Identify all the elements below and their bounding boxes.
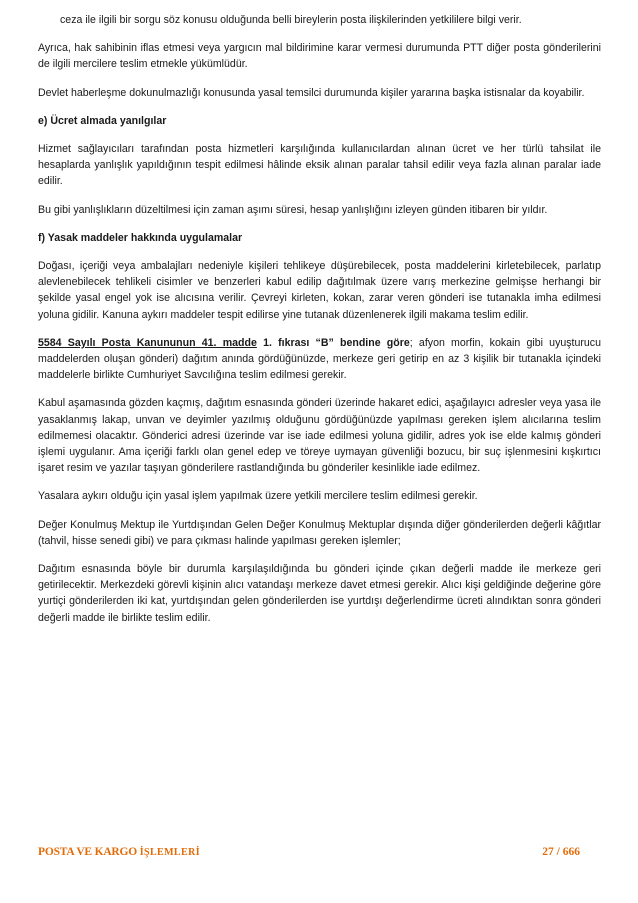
paragraph-offensive-addresses: Kabul aşamasında gözden kaçmış, dağıtım esnasında gönderi üzerinde hakaret edici, aşağılayıcı adresler veya yasa ile yasaklanmış lakap, unvan ve deyimler yazılmış olduğunu gördüğünüzde yapılması gereken işlem alıcılarına teslim edilmemesi olacaktır. Gönderici adresi üzerinde var ise iade edilmesi yoluna gidilir, adres yok ise elde kalmış gönderi işlemi uygulanır. Ama içeriği farklı olan genel edep ve töreye uymayan güvenliği bozucu, bir suç işlenmesini kışkırtıcı işaret resim ve yazılar taşıyan gönderilere rastlandığında bu gönderiler kesinlikle iade edilmez. bbox=[38, 397, 601, 475]
paragraph-time-limit: Bu gibi yanlışlıkların düzeltilmesi için zaman aşımı süresi, hesap yanlışlığını izleyen günden itibaren bir yıldır. bbox=[38, 203, 548, 216]
paragraph-delivery-procedure: Dağıtım esnasında böyle bir durumla karşılaşıldığında bu gönderi içinde çıkan değerli madde ile merkeze geri getirilecektir. Merkezdeki görevli kişinin alıcı vatandaşı merkeze davet etmesi gerekir. Alıcı kişi geldiğinde değerine göre yurtiçi gönderilerden iki kat, yurtdışından gelen gönderilerden ise yurtdışı değerlendirme ücreti alındıktan sonra gönderi değerli madde ile birlikte teslim edilir. bbox=[38, 563, 601, 624]
law-clause: 1. fıkrası “B” bendine göre bbox=[256, 336, 410, 349]
paragraph-fee-errors: Hizmet sağlayıcıları tarafından posta hizmetleri karşılığında kullanıcılardan alınan ücret ve her türlü tahsilat ile hesaplarda yanlışlık yapıldığının tespit edilmesi hâlinde eksik alınan paralar tahsil edilir veya fazla alınan paralar iade edilir. bbox=[38, 143, 601, 188]
paragraph-bankruptcy: Ayrıca, hak sahibinin iflas etmesi veya yargıcın mal bildirimine karar vermesi durumunda PTT diğer posta gönderilerini de ilgili mercilere teslim etmekle yükümlüdür. bbox=[38, 42, 601, 71]
page-number: 27 / 666 bbox=[542, 846, 580, 858]
paragraph-valuables: Değer Konulmuş Mektup ile Yurtdışından Gelen Değer Konulmuş Mektuplar dışında diğer gönderilerden değerli kâğıtlar (tahvil, hisse senedi gibi) ve para çıkması halinde yapılması gereken işlemler; bbox=[38, 518, 601, 547]
paragraph-exceptions: Devlet haberleşme dokunulmazlığı konusunda yasal temsilci durumunda kişiler yararına başka istisnalar da koyabilir. bbox=[38, 86, 585, 99]
law-text: ; afyon morfin, kokain gibi uyuşturucu maddelerden oluşan gönderi) dağıtım anında gördüğünüzde, merkeze geri getirip en az 3 kişilik bir tutanakla içindeki maddelerle birlikte Cumhuriyet Savcılığına teslim edilmesi gerekir. bbox=[38, 336, 601, 382]
paragraph-continuation: ceza ile ilgili bir sorgu söz konusu olduğunda belli bireylerin posta ilişkilerinden yetkililere bilgi verir. bbox=[60, 14, 522, 26]
document-body bbox=[38, 12, 601, 626]
footer-title bbox=[38, 846, 200, 858]
page-footer bbox=[38, 846, 580, 858]
paragraph-dangerous-items: Doğası, içeriği veya ambalajları nedeniyle kişileri tehlikeye düşürebilecek, posta maddelerini kirletebilecek, parlatıp alevlenebilecek tehlikeli cisimler ve benzerleri kabul edilip dağıtılmak üzere varış merkezine gelmişse herhangi bir şekilde yasal engel yok ise alıcısına verilir. Çevreyi kirleten, kokan, zarar veren gönderi ise tutanakla imha edilmesi yoluna gidilir. Kanuna aykırı maddeler tespit edilirse yine tutanak düzenlenerek ilgili makama teslim edilir. bbox=[38, 260, 601, 321]
footer-title-a: POSTA VE KARGO bbox=[38, 846, 138, 858]
section-heading-e: e) Ücret almada yanılgılar bbox=[38, 114, 167, 127]
footer-title-b: İŞLEMLERİ bbox=[139, 847, 200, 858]
paragraph-law-reference bbox=[38, 335, 601, 384]
section-heading-f: f) Yasak maddeler hakkında uygulamalar bbox=[38, 231, 243, 244]
law-reference-link: 5584 Sayılı Posta Kanununun 41. madde bbox=[38, 336, 257, 349]
paragraph-legal-action: Yasalara aykırı olduğu için yasal işlem yapılmak üzere yetkili mercilere teslim edilmesi gerekir. bbox=[38, 490, 478, 503]
